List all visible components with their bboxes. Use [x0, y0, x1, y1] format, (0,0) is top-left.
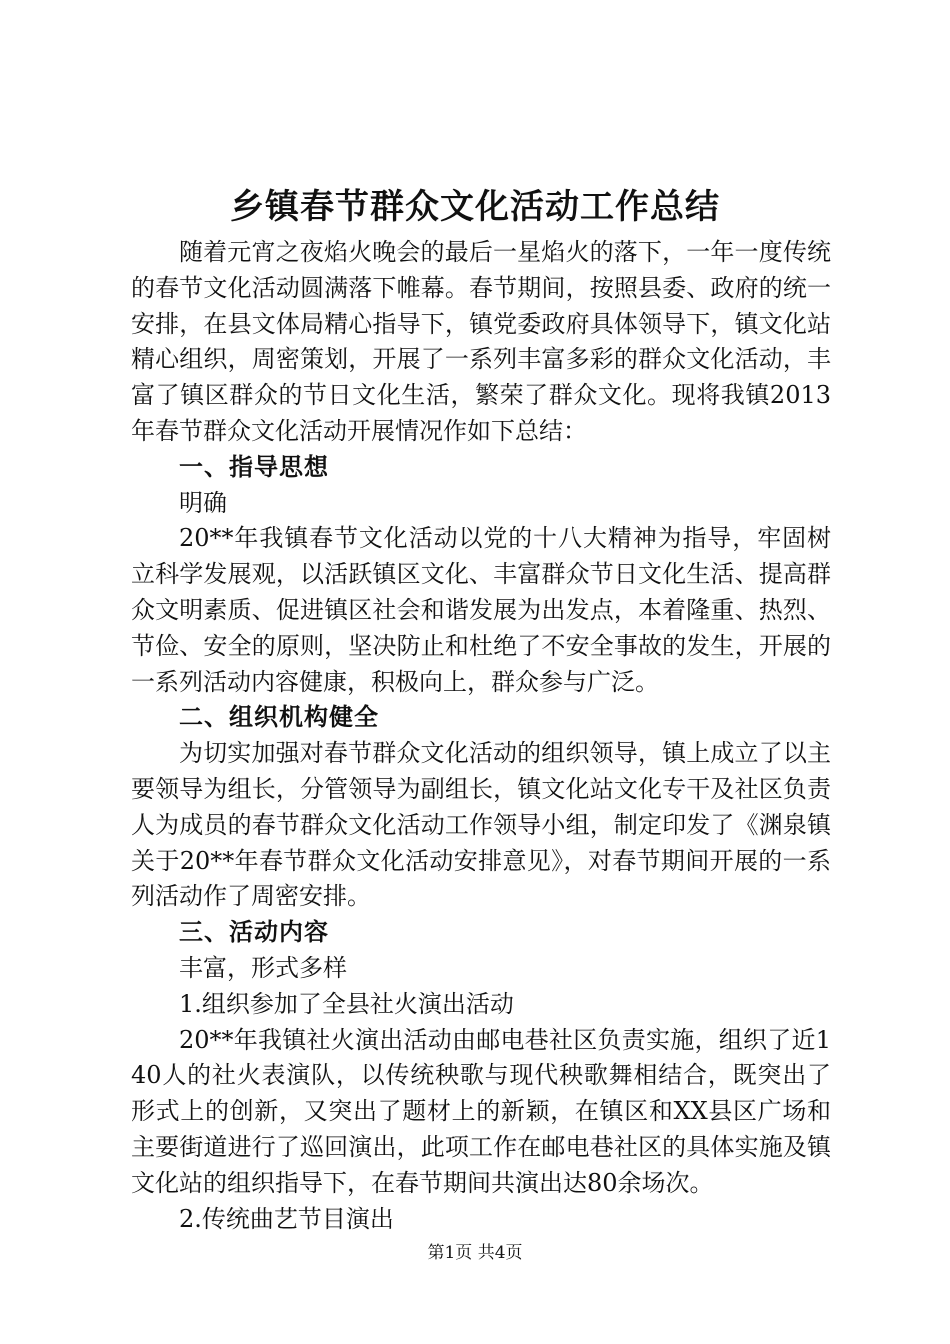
section-subtitle-rich: 丰富，形式多样	[179, 953, 347, 982]
page-number-footer: 第1页 共4页	[427, 1243, 523, 1263]
document-title: 乡镇春节群众文化活动工作总结	[230, 187, 720, 227]
organization-paragraph: 为切实加强对春节群众文化活动的组织领导，镇上成立了以主要领导为组长，分管领导为副组长，镇文化站文化专干及社区负责人为成员的春节群众文化活动工作领导小组，制定印发了《渊泉镇关于20**年春节群众文化活动安排意见》，对春节期间开展的一系列活动作了周密安排。	[131, 739, 831, 911]
section-heading-guiding-thought: 一、指导思想	[179, 452, 329, 481]
document-body	[131, 235, 831, 1237]
guiding-thought-paragraph: 20**年我镇春节文化活动以党的十八大精神为指导，牢固树立科学发展观，以活跃镇区文化、丰富群众节日文化生活、提高群众文明素质、促进镇区社会和谐发展为出发点，本着隆重、热烈、节俭、安全的原则，坚决防止和杜绝了不安全事故的发生，开展的一系列活动内容健康，积极向上，群众参与广泛。	[131, 524, 831, 696]
section-heading-organization: 二、组织机构健全	[179, 703, 379, 732]
shehuo-paragraph: 20**年我镇社火演出活动由邮电巷社区负责实施，组织了近140人的社火表演队，以传统秧歌与现代秧歌舞相结合，既突出了形式上的创新，又突出了题材上的新颖，在镇区和XX县区广场和主要街道进行了巡回演出，此项工作在邮电巷社区的具体实施及镇文化站的组织指导下，在春节期间共演出达80余场次。	[131, 1025, 831, 1197]
section-heading-activities: 三、活动内容	[179, 918, 329, 947]
subheading-shehuo-performance: 1.组织参加了全县社火演出活动	[179, 989, 514, 1018]
section-subtitle-clear: 明确	[179, 488, 227, 517]
intro-paragraph: 随着元宵之夜焰火晚会的最后一星焰火的落下，一年一度传统的春节文化活动圆满落下帷幕。春节期间，按照县委、政府的统一安排，在县文体局精心指导下，镇党委政府具体领导下，镇文化站精心组织，周密策划，开展了一系列丰富多彩的群众文化活动，丰富了镇区群众的节日文化生活，繁荣了群众文化。现将我镇2013年春节群众文化活动开展情况作如下总结：	[131, 238, 831, 445]
subheading-folk-art-performance: 2.传统曲艺节目演出	[179, 1204, 394, 1233]
